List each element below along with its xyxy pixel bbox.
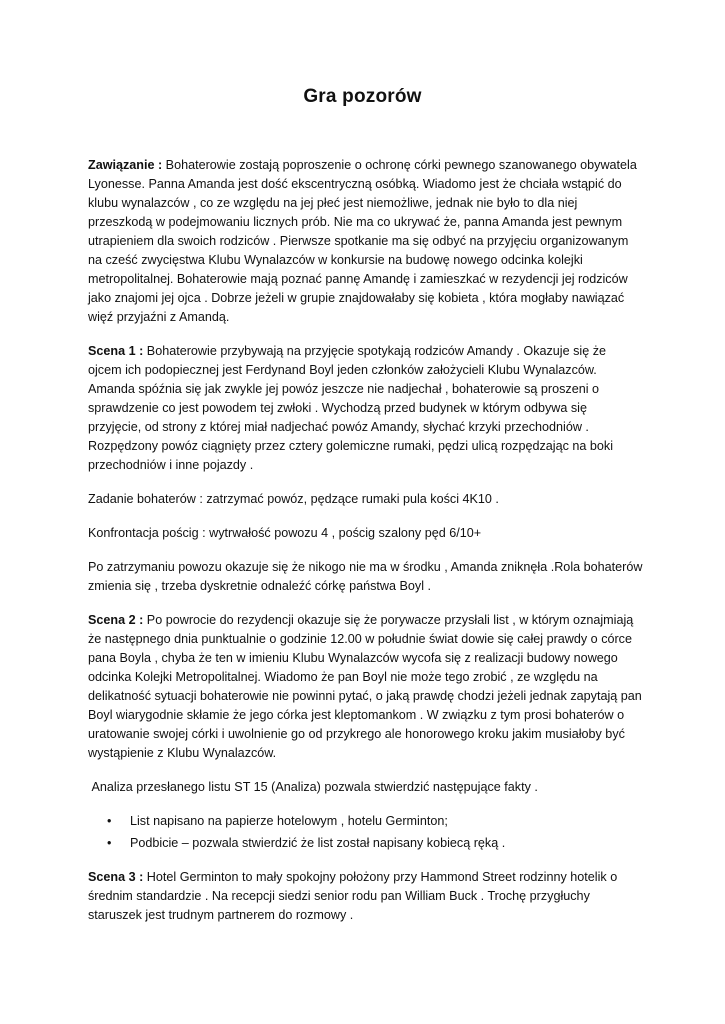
list-item-text: List napisano na papierze hotelowym , hotelu Germinton;: [130, 814, 448, 828]
scene2-paragraph: [88, 611, 643, 763]
task-paragraph: Zadanie bohaterów : zatrzymać powóz, pędzące rumaki pula kości 4K10 .: [88, 492, 499, 506]
document-title: Gra pozorów: [303, 86, 422, 107]
intro-text: Bohaterowie zostają poproszenie o ochronę córki pewnego szanowanego obywatela Lyonesse. Panna Amanda jest dość ekscentryczną osóbką. Wiadomo jest że chciała wstąpić do klubu wynalazców , co ze względu na jej płeć jest niemożliwe, jednak nie było to dla niej przeszkodą w podejmowaniu licznych prób. Nie ma co ukrywać że, panna Amanda jest pewnym utrapieniem dla swoich rodziców . Pierwsze spotkanie ma się odbyć na przyjęciu organizowanym na cześć zwycięstwa Klubu Wynalazców w konkursie na budowę nowego odcinka kolejki metropolitalnej. Bohaterowie mają poznać pannę Amandę i zamieszkać w rezydencji jej rodziców jako znajomi jej ojca . Dobrze jeżeli w grupie znajdowałaby się kobieta , która mogłaby nawiązać więź przyjaźni z Amandą.: [88, 158, 637, 324]
scene3-text: Hotel Germinton to mały spokojny położony przy Hammond Street rodzinny hotelik o średnim standardzie . Na recepcji siedzi senior rodu pan William Buck . Trochę przygłuchy staruszek jest trudnym partnerem do rozmowy .: [88, 870, 618, 922]
scene1-paragraph: [88, 342, 643, 475]
scene1-label: Scena 1 :: [88, 344, 144, 358]
scene1-text: Bohaterowie przybywają na przyjęcie spotykają rodziców Amandy . Okazuje się że ojcem ich podopiecznej jest Ferdynand Boyl jeden członków założycieli Klubu Wynalazców. Amanda spóźnia się jak zwykle jej powóz jeszcze nie nadjechał , bohaterowie są proszeni o sprawdzenie co jest powodem tej zwłoki . Wychodzą przed budynek w którym odbywa się przyjęcie, od strony z której miał nadjechać powóz Amandy, słychać krzyki przechodniów . Rozpędzony powóz ciągnięty przez cztery golemiczne rumaki, pędzi ulicą rozpędzając na boki przechodniów i inne pojazdy .: [88, 344, 614, 472]
facts-list: [88, 812, 643, 853]
scene3-paragraph: [88, 868, 643, 925]
intro-label: Zawiązanie :: [88, 158, 163, 172]
list-item: [107, 834, 643, 853]
confrontation-paragraph: Konfrontacja pościg : wytrwałość powozu 4 , pościg szalony pęd 6/10+: [88, 526, 482, 540]
document-body: [88, 156, 643, 940]
intro-paragraph: [88, 156, 643, 327]
bullet-icon: •: [107, 836, 112, 850]
scene2-label: Scena 2 :: [88, 613, 144, 627]
scene2-text: Po powrocie do rezydencji okazuje się że porywacze przysłali list , w którym oznajmiają że następnego dnia punktualnie o godzinie 12.00 w południe świat dowie się całej prawdy o córce pana Boyla , chyba że ten w imieniu Klubu Wynalazców wycofa się z realizacji budowy nowego odcinka Kolejki Metropolitalnej. Wiadomo że pan Boyl nie może tego zrobić , ze względu na delikatność sytuacji bohaterowie nie powinni pytać, o jaką prawdę chodzi jeżeli jednak zapytają pan Boyl wiarygodnie skłamie że jego córka jest kleptomankom . W związku z tym prosi bohaterów o uratowanie swojej córki i uwolnienie go od przykrego ale honorowego kroku jakim musiałoby być wystąpienie z Klubu Wynalazców.: [88, 613, 642, 760]
bullet-icon: •: [107, 814, 112, 828]
list-item: [107, 812, 643, 831]
scene3-label: Scena 3 :: [88, 870, 144, 884]
list-item-text: Podbicie – pozwala stwierdzić że list został napisany kobiecą ręką .: [130, 836, 506, 850]
after-stop-paragraph: Po zatrzymaniu powozu okazuje się że nikogo nie ma w środku , Amanda zniknęła .Rola bohaterów zmienia się , trzeba dyskretnie odnaleźć córkę państwa Boyl .: [88, 560, 643, 593]
analysis-paragraph: Analiza przesłanego listu ST 15 (Analiza) pozwala stwierdzić następujące fakty .: [88, 780, 538, 794]
